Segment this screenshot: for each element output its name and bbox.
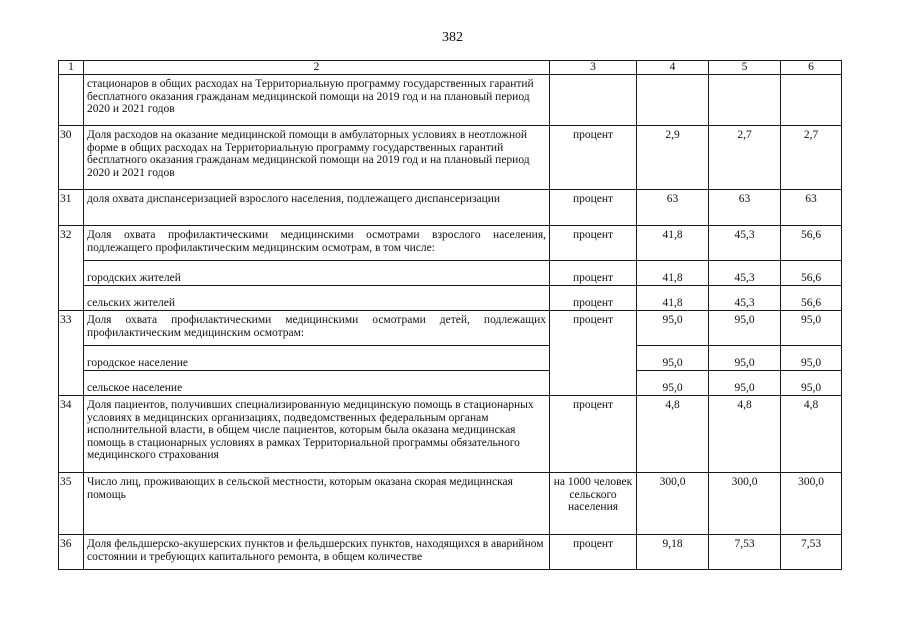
- value-2021: 4,8: [781, 396, 842, 473]
- row-number: 35: [59, 473, 84, 535]
- indicator-description: сельских жителей: [84, 286, 550, 311]
- column-header: 6: [781, 61, 842, 75]
- unit-cell: процент: [550, 286, 637, 311]
- value-2021: 2,7: [781, 126, 842, 190]
- table-row: [59, 311, 842, 346]
- value-2021: 95,0: [781, 371, 842, 396]
- indicator-description: Доля расходов на оказание медицинской помощи в амбулаторных условиях в неотложной форме в общих расходах на Территориальную программу государственных гарантий бесплатного оказания гражданам медицинской помощи на 2019 год и на плановый период 2020 и 2021 годов: [84, 126, 550, 190]
- value-cell: [637, 75, 709, 126]
- column-header: 3: [550, 61, 637, 75]
- table-row: [59, 396, 842, 473]
- indicator-description: Число лиц, проживающих в сельской местности, которым оказана скорая медицинская помощь: [84, 473, 550, 535]
- value-2019: 4,8: [637, 396, 709, 473]
- indicator-description: городское население: [84, 346, 550, 371]
- indicator-description: стационаров в общих расходах на Территориальную программу государственных гарантий бесплатного оказания гражданам медицинской помощи на 2019 год и на плановый период 2020 и 2021 годов: [84, 75, 550, 126]
- column-header: 4: [637, 61, 709, 75]
- unit-cell: [550, 75, 637, 126]
- value-2020: 63: [709, 190, 781, 226]
- value-2021: 56,6: [781, 226, 842, 261]
- unit-cell: процент: [550, 311, 637, 396]
- indicators-table: [58, 60, 842, 570]
- unit-cell: процент: [550, 190, 637, 226]
- value-2020: 2,7: [709, 126, 781, 190]
- table-row: [59, 473, 842, 535]
- value-2020: 7,53: [709, 535, 781, 570]
- value-2020: 95,0: [709, 311, 781, 346]
- unit-cell: процент: [550, 126, 637, 190]
- column-number-row: [59, 61, 842, 75]
- table-row: [59, 226, 842, 261]
- table-row: [59, 190, 842, 226]
- value-2019: 95,0: [637, 371, 709, 396]
- indicator-description: Доля пациентов, получивших специализированную медицинскую помощь в стационарных условиях в медицинских организациях, подведомственных федеральным органам исполнительной власти, в общем числе пациентов, которым была оказана медицинская помощь в стационарных условиях в рамках Территориальной программы обязательного медицинского страхования: [84, 396, 550, 473]
- unit-cell: процент: [550, 261, 637, 286]
- value-2020: 45,3: [709, 286, 781, 311]
- value-2020: 95,0: [709, 346, 781, 371]
- table-row: [59, 286, 842, 311]
- indicator-description: Доля охвата профилактическими медицинскими осмотрами взрослого населения, подлежащего профилактическим медицинским осмотрам, в том числе:: [84, 226, 550, 261]
- value-2020: 4,8: [709, 396, 781, 473]
- unit-cell: процент: [550, 226, 637, 261]
- row-number-cell: [59, 75, 84, 126]
- table-row: [59, 535, 842, 570]
- table-row: [59, 126, 842, 190]
- value-cell: [781, 75, 842, 126]
- value-2019: 2,9: [637, 126, 709, 190]
- table-row: [59, 371, 842, 396]
- row-number: 36: [59, 535, 84, 570]
- unit-cell: процент: [550, 396, 637, 473]
- table-row: [59, 346, 842, 371]
- column-header: 2: [84, 61, 550, 75]
- value-2019: 63: [637, 190, 709, 226]
- value-2019: 95,0: [637, 311, 709, 346]
- column-header: 5: [709, 61, 781, 75]
- indicator-description: Доля фельдшерско-акушерских пунктов и фельдшерских пунктов, находящихся в аварийном состоянии и требующих капитального ремонта, в общем количестве: [84, 535, 550, 570]
- indicator-description: городских жителей: [84, 261, 550, 286]
- value-2021: 95,0: [781, 346, 842, 371]
- value-cell: [709, 75, 781, 126]
- row-number: 33: [59, 311, 84, 396]
- value-2021: 300,0: [781, 473, 842, 535]
- value-2021: 63: [781, 190, 842, 226]
- table-row: [59, 261, 842, 286]
- value-2019: 95,0: [637, 346, 709, 371]
- value-2019: 41,8: [637, 286, 709, 311]
- value-2019: 41,8: [637, 261, 709, 286]
- indicator-description: Доля охвата профилактическими медицинскими осмотрами детей, подлежащих профилактическим медицинским осмотрам:: [84, 311, 550, 346]
- value-2021: 56,6: [781, 286, 842, 311]
- row-number: 30: [59, 126, 84, 190]
- unit-cell: на 1000 человек сельского населения: [550, 473, 637, 535]
- value-2021: 56,6: [781, 261, 842, 286]
- page-number: 382: [442, 30, 463, 45]
- value-2021: 95,0: [781, 311, 842, 346]
- row-number: 32: [59, 226, 84, 311]
- value-2019: 300,0: [637, 473, 709, 535]
- value-2019: 41,8: [637, 226, 709, 261]
- row-number: 31: [59, 190, 84, 226]
- unit-cell: процент: [550, 535, 637, 570]
- value-2021: 7,53: [781, 535, 842, 570]
- value-2020: 300,0: [709, 473, 781, 535]
- column-header: 1: [59, 61, 84, 75]
- value-2019: 9,18: [637, 535, 709, 570]
- indicator-description: сельское население: [84, 371, 550, 396]
- value-2020: 45,3: [709, 261, 781, 286]
- indicator-description: доля охвата диспансеризацией взрослого населения, подлежащего диспансеризации: [84, 190, 550, 226]
- value-2020: 95,0: [709, 371, 781, 396]
- value-2020: 45,3: [709, 226, 781, 261]
- row-number: 34: [59, 396, 84, 473]
- table-row: [59, 75, 842, 126]
